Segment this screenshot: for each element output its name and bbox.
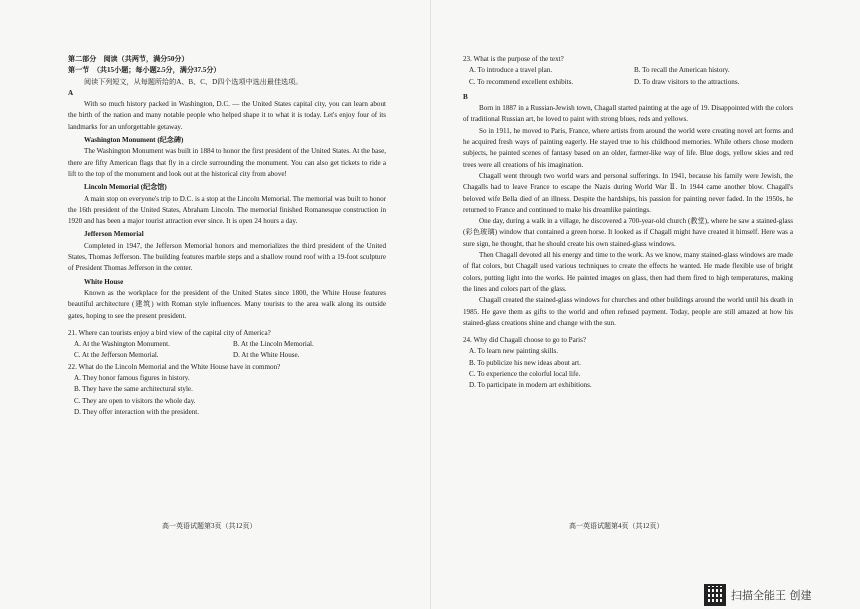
option-22d: D. They offer interaction with the president. — [74, 407, 200, 416]
option-24d: D. To participate in modern art exhibitions. — [469, 381, 592, 390]
question-21-options — [68, 339, 386, 362]
page-right — [430, 0, 860, 609]
question-24: 24. Why did Chagall choose to go to Paris? — [463, 336, 587, 345]
paragraph-washington: The Washington Monument was built in 1884 to honor the first president of the United States. At the base, there are fifty American flags that fly in a circle surrounding the monument. You can also get tickets to ride a lift to the top of the monument and look out at the historical city from above! — [68, 147, 386, 178]
option-22b: B. They have the same architectural style. — [74, 385, 193, 394]
chagall-paragraph-3: Chagall went through two world wars and personal sufferings. In 1941, because his family were Jewish, the Chagalls had to leave France to escape the Nazis during World War Ⅱ. In 1944 came another blow. Chagall's beloved wife Bella died of an illness. Despite the hardships, his passion for painting never faded. In the 1950s, he returned to France and continued to make his dreamlike paintings. — [463, 171, 793, 214]
right-column — [463, 54, 793, 392]
paragraph-white-house: Known as the workplace for the president of the United States since 1800, the White House features beautiful architecture (建筑) with Roman style influences. Many tourists to the area walk along its outside gates, hoping to see the present president. — [68, 288, 386, 320]
left-column — [68, 54, 386, 418]
option-21b: B. At the Lincoln Memorial. — [233, 340, 314, 349]
option-24c: C. To experience the colorful local life. — [469, 370, 581, 379]
page-footer-right: 高一英语试题第4页（共12页） — [569, 522, 664, 530]
question-22: 22. What do the Lincoln Memorial and the White House have in common? — [68, 362, 281, 371]
option-23a: A. To introduce a travel plan. — [469, 66, 553, 75]
question-21: 21. Where can tourists enjoy a bird view of the capital city of America? — [68, 328, 271, 337]
qr-code-icon — [704, 584, 726, 606]
scanner-watermark — [704, 583, 854, 607]
question-23: 23. What is the purpose of the text? — [463, 55, 564, 63]
option-21c: C. At the Jefferson Memorial. — [74, 351, 159, 360]
option-23c: C. To recommend excellent exhibits. — [469, 77, 574, 86]
heading-jefferson: Jefferson Memorial — [84, 230, 144, 239]
heading-lincoln: Lincoln Memorial (纪念馆) — [84, 183, 167, 192]
option-22a: A. They honor famous figures in history. — [74, 374, 190, 383]
option-22c: C. They are open to visitors the whole day. — [74, 396, 196, 405]
passage-label: A — [68, 88, 74, 97]
chagall-paragraph-5: Then Chagall devoted all his energy and time to the work. As we know, many stained-glass windows are made of flat colors, but Chagall used various techniques to create the effects he wanted. He made flexible use of bright colors, putting light into the works. He painted images on glass, then had them fired to high temperatures, making the lines and colors part of the glass. — [463, 251, 793, 293]
instruction: 阅读下列短文，从每题所给的A、B、C、D四个选项中选出最佳选项。 — [84, 77, 303, 86]
chagall-paragraph-4: One day, during a walk in a village, he discovered a 700-year-old church (教堂), where he saw a stained-glass (彩色玻璃) window that contained a green horse. It looked as if Chagall might have created it himself. Here was a sure sign, he thought, that he should create his own stained-glass windows. — [463, 217, 793, 248]
intro-paragraph: With so much history packed in Washington, D.C. — the United States capital city, you can learn about the birth of the nation and many notable people who helped shape it to what it is today. Let's enjoy four of its landmarks for an unforgettable getaway. — [68, 100, 386, 131]
option-21a: A. At the Washington Monument. — [74, 340, 170, 349]
chagall-paragraph-1: Born in 1887 in a Russian-Jewish town, Chagall started painting at the age of 19. Disappointed with the colors of traditional Russian art, he loved to paint with strong blues, reds and yellows. — [463, 104, 793, 124]
chagall-paragraph-2: So in 1911, he moved to Paris, France, where artists from around the world were creating novel art forms and he acquired fresh ways of painting eagerly. He stayed true to his childhood memories. While others chose modern subjects, he painted scenes of fantasy based on an older, farmer-like way of life. Blue dogs, yellow skies and red trees were all creations of his imagination. — [463, 126, 793, 169]
heading-washington: Washington Monument (纪念碑) — [84, 136, 184, 145]
paragraph-jefferson: Completed in 1947, the Jefferson Memorial honors and memorializes the third president of the United States, Thomas Jefferson. The building features marble steps and a shallow round roof with a 19-foot sculpture of President Thomas Jefferson in the center. — [68, 241, 386, 273]
paragraph-lincoln: A main stop on everyone's trip to D.C. is a stop at the Lincoln Memorial. The memorial was built to honor the 16th president of the United States, Abraham Lincoln. The memorial finished Romanesque construction in 1920 and has been a major tourist attraction ever since. It is open 24 hours a day. — [68, 194, 386, 226]
chagall-paragraph-6: Chagall created the stained-glass windows for churches and other buildings around the world until his death in 1985. He gave them as gifts to the world and often refused payment. Today, people are still amazed at how his stained-glass creations shine and change with the sun. — [463, 296, 793, 327]
question-23-options — [463, 65, 793, 88]
heading-white-house: White House — [84, 277, 124, 286]
subsection-title: 第一节 （共15小题；每小题2.5分，满分37.5分） — [68, 66, 221, 75]
option-23d: D. To draw visitors to the attractions. — [634, 77, 740, 86]
watermark-text: 扫描全能王 创建 — [731, 589, 812, 602]
option-24b: B. To publicize his new ideas about art. — [469, 358, 581, 367]
section-title: 第二部分 阅读（共两节，满分50分） — [68, 55, 189, 63]
page-footer-left: 高一英语试题第3页（共12页） — [162, 522, 257, 530]
option-23b: B. To recall the American history. — [634, 66, 730, 75]
passage-label-b: B — [463, 92, 468, 101]
option-24a: A. To learn new painting skills. — [469, 347, 559, 356]
option-21d: D. At the White House. — [233, 351, 300, 360]
